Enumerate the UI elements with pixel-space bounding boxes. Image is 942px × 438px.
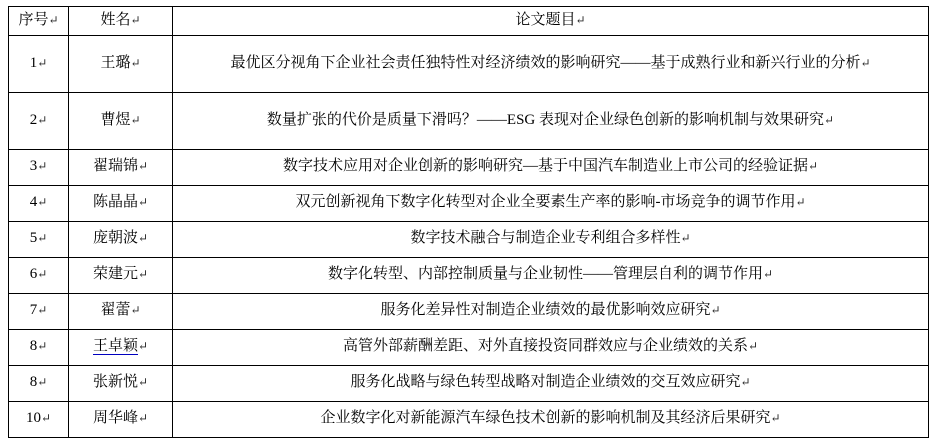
table-row: [9, 221, 929, 257]
paragraph-mark-icon: ↵: [40, 411, 52, 426]
table-row: [9, 329, 929, 365]
paper-title: 数字化转型、内部控制质量与企业韧性——管理层自利的调节作用: [327, 266, 763, 283]
paper-list-table: [8, 6, 929, 438]
paragraph-mark-icon: ↵: [137, 159, 149, 174]
paragraph-mark-icon: ↵: [137, 195, 149, 210]
paragraph-mark-icon: ↵: [37, 267, 48, 282]
cell-title: [173, 329, 929, 365]
paragraph-mark-icon: ↵: [762, 267, 774, 282]
table-row: [9, 92, 929, 149]
paragraph-mark-icon: ↵: [37, 375, 48, 390]
paragraph-mark-icon: ↵: [770, 411, 781, 426]
student-name: 王璐: [100, 54, 131, 71]
cell-title: [173, 365, 929, 401]
table-row: [9, 149, 929, 185]
paper-title: 服务化战略与绿色转型战略对制造企业绩效的交互效应研究: [350, 374, 741, 391]
paragraph-mark-icon: ↵: [824, 112, 835, 127]
cell-name: [69, 149, 173, 185]
header-cell-title: [173, 7, 929, 36]
cell-name: [69, 293, 173, 329]
student-name: 翟蕾: [100, 302, 131, 319]
paper-title: 双元创新视角下数字化转型对企业全要素生产率的影响-市场竞争的调节作用: [295, 194, 796, 211]
student-name: 曹煜: [100, 111, 131, 128]
row-number: 10: [25, 410, 41, 427]
paragraph-mark-icon: ↵: [37, 303, 48, 318]
paragraph-mark-icon: ↵: [680, 231, 691, 246]
cell-title: [173, 92, 929, 149]
header-cell-no: [9, 7, 69, 36]
paragraph-mark-icon: ↵: [795, 195, 806, 210]
paragraph-mark-icon: ↵: [137, 375, 149, 390]
paper-title: 最优区分视角下企业社会责任独特性对经济绩效的影响研究——基于成熟行业和新兴行业的分析: [230, 54, 861, 71]
paragraph-mark-icon: ↵: [48, 13, 59, 27]
table-body: [9, 7, 929, 438]
cell-name: [69, 185, 173, 221]
paragraph-mark-icon: ↵: [137, 411, 149, 426]
row-number: 6: [29, 266, 38, 283]
student-name: 张新悦: [92, 374, 138, 391]
paragraph-mark-icon: ↵: [137, 339, 149, 354]
paper-title: 数字技术融合与制造企业专利组合多样性: [410, 230, 681, 247]
paragraph-mark-icon: ↵: [137, 267, 149, 282]
paragraph-mark-icon: ↵: [710, 303, 721, 318]
header-label-no: 序号: [18, 12, 49, 28]
cell-title: [173, 35, 929, 92]
paragraph-mark-icon: ↵: [37, 55, 48, 70]
table-header-row: [9, 7, 929, 36]
paper-title: 企业数字化对新能源汽车绿色技术创新的影响机制及其经济后果研究: [320, 410, 771, 427]
cell-no: [9, 329, 69, 365]
cell-title: [173, 257, 929, 293]
paragraph-mark-icon: ↵: [137, 231, 149, 246]
cell-no: [9, 257, 69, 293]
table-row: [9, 401, 929, 437]
paragraph-mark-icon: ↵: [37, 195, 48, 210]
paper-title: 高管外部薪酬差距、对外直接投资同群效应与企业绩效的关系: [342, 338, 748, 355]
cell-no: [9, 185, 69, 221]
cell-no: [9, 35, 69, 92]
student-name: 庞朝波: [92, 230, 138, 247]
row-number: 2: [29, 111, 38, 128]
row-number: 1: [29, 54, 38, 71]
cell-name: [69, 257, 173, 293]
cell-title: [173, 221, 929, 257]
cell-no: [9, 365, 69, 401]
table-row: [9, 293, 929, 329]
header-label-name: 姓名: [100, 12, 131, 28]
student-name: 王卓颖: [92, 338, 138, 355]
paragraph-mark-icon: ↵: [130, 55, 141, 70]
cell-name: [69, 92, 173, 149]
cell-name: [69, 365, 173, 401]
row-number: 3: [29, 158, 38, 175]
cell-name: [69, 329, 173, 365]
paragraph-mark-icon: ↵: [37, 112, 48, 127]
paragraph-mark-icon: ↵: [37, 159, 48, 174]
paragraph-mark-icon: ↵: [130, 13, 141, 27]
table-row: [9, 365, 929, 401]
cell-name: [69, 221, 173, 257]
paragraph-mark-icon: ↵: [860, 55, 871, 70]
row-number: 5: [29, 230, 38, 247]
paper-title: 数字技术应用对企业创新的影响研究—基于中国汽车制造业上市公司的经验证据: [282, 158, 808, 175]
cell-title: [173, 185, 929, 221]
row-number: 8: [29, 374, 38, 391]
header-cell-name: [69, 7, 173, 36]
cell-title: [173, 293, 929, 329]
paragraph-mark-icon: ↵: [740, 375, 751, 390]
cell-no: [9, 293, 69, 329]
student-name: 荣建元: [92, 266, 138, 283]
cell-title: [173, 401, 929, 437]
table-row: [9, 35, 929, 92]
cell-title: [173, 149, 929, 185]
paper-title: 服务化差异性对制造企业绩效的最优影响效应研究: [380, 302, 711, 319]
cell-name: [69, 401, 173, 437]
paragraph-mark-icon: ↵: [130, 303, 141, 318]
row-number: 7: [29, 302, 38, 319]
paragraph-mark-icon: ↵: [37, 339, 48, 354]
student-name: 翟瑞锦: [92, 158, 138, 175]
table-row: [9, 185, 929, 221]
student-name: 陈晶晶: [92, 194, 138, 211]
row-number: 8: [29, 338, 38, 355]
cell-no: [9, 221, 69, 257]
student-name: 周华峰: [92, 410, 138, 427]
paragraph-mark-icon: ↵: [575, 13, 586, 27]
table-row: [9, 257, 929, 293]
paper-title: 数量扩张的代价是质量下滑吗？——ESG 表现对企业绿色创新的影响机制与效果研究: [266, 111, 825, 128]
paragraph-mark-icon: ↵: [807, 159, 819, 174]
header-label-title: 论文题目: [515, 12, 576, 28]
paragraph-mark-icon: ↵: [747, 339, 759, 354]
cell-no: [9, 92, 69, 149]
paragraph-mark-icon: ↵: [37, 231, 48, 246]
cell-no: [9, 149, 69, 185]
paragraph-mark-icon: ↵: [130, 112, 141, 127]
cell-no: [9, 401, 69, 437]
row-number: 4: [29, 194, 38, 211]
cell-name: [69, 35, 173, 92]
